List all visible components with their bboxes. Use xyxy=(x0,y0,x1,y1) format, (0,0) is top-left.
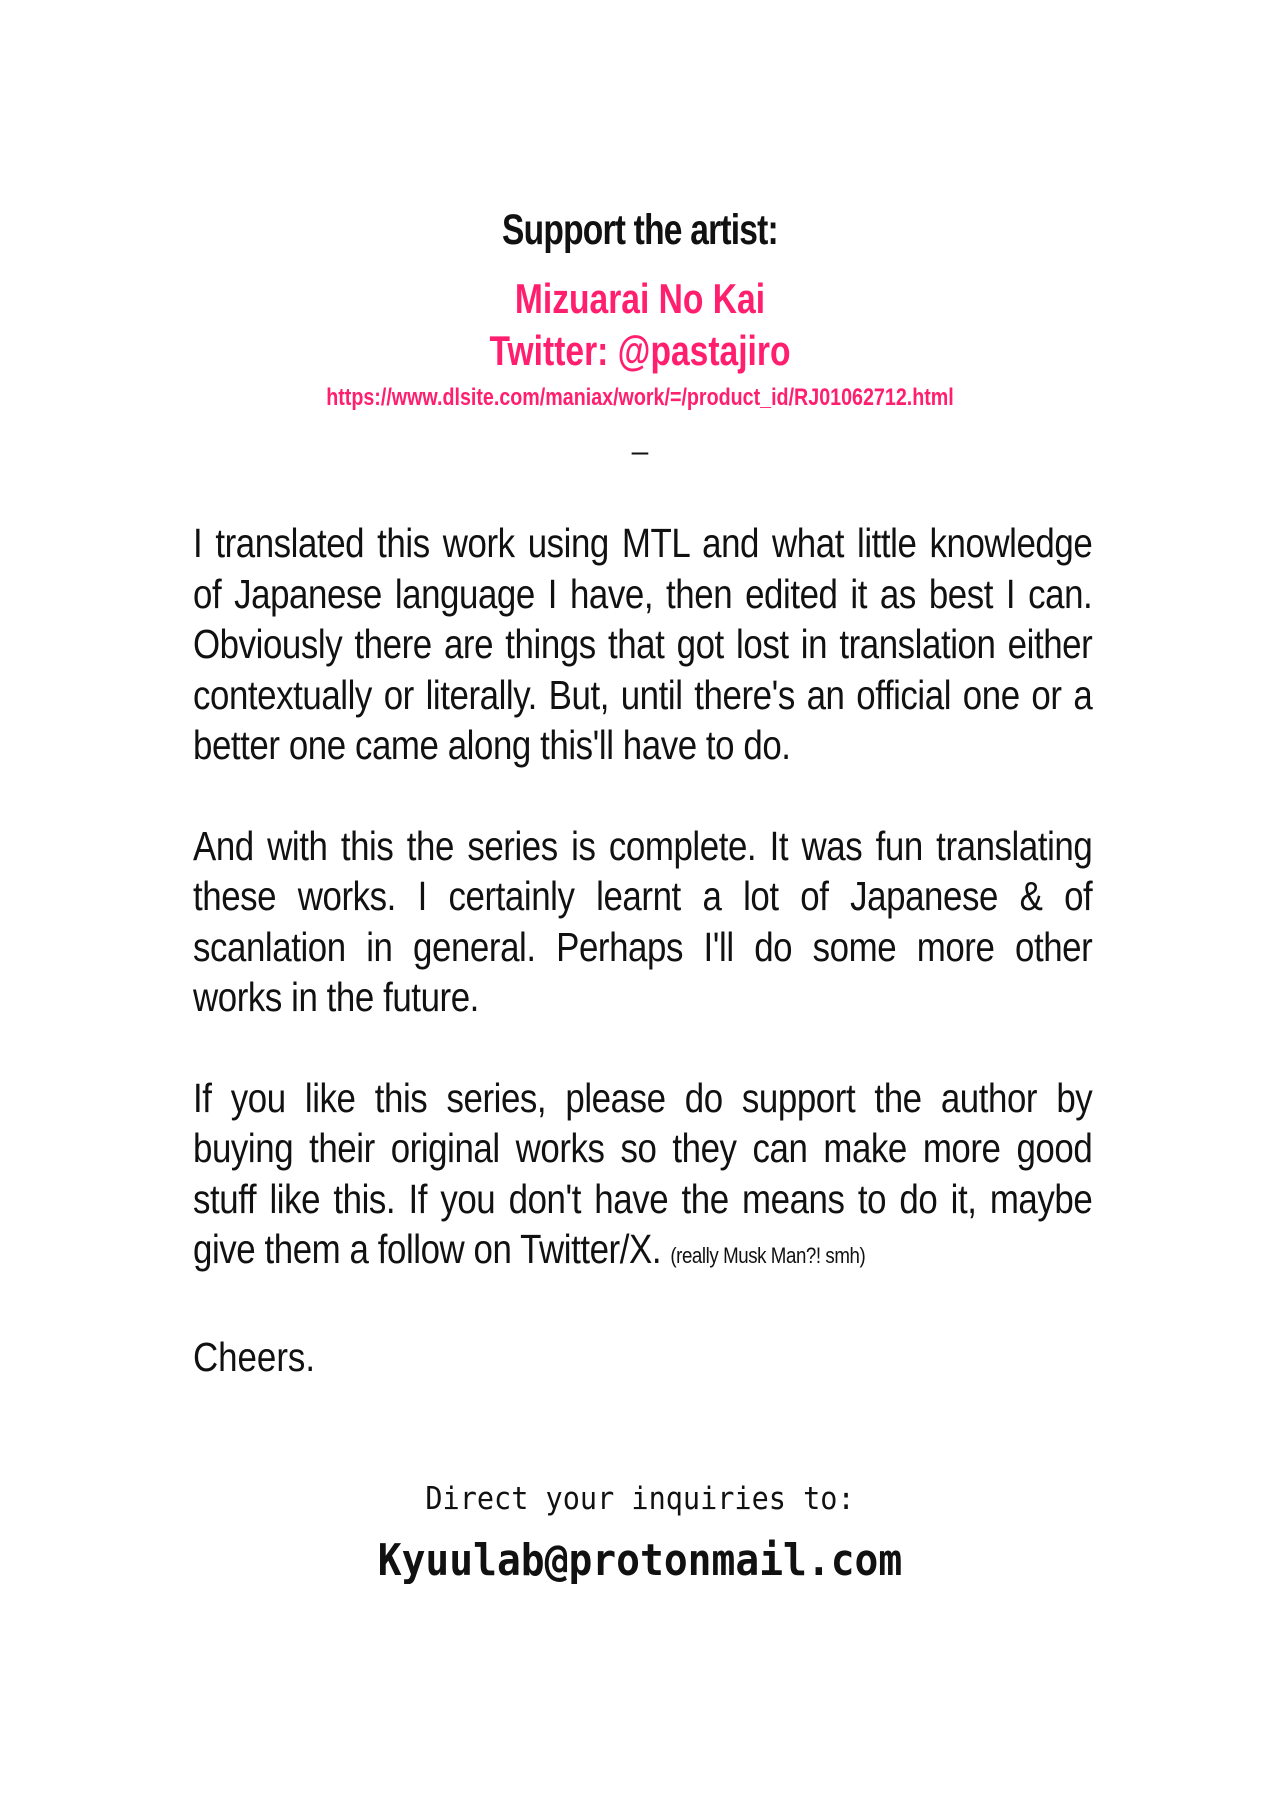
translator-notes xyxy=(193,518,1093,1382)
contact-section xyxy=(0,1478,1280,1588)
notes-paragraph-series-complete: And with this the series is complete. It was fun translating these works. I certainly learnt a lot of Japanese & of scanlation in general. Perhaps I'll do some more other works in the future. xyxy=(193,822,1093,1020)
support-aside: (really Musk Man?! smh) xyxy=(670,1243,866,1268)
artist-credits xyxy=(0,205,1280,469)
artist-store-url: https://www.dlsite.com/maniax/work/=/product_id/RJ01062712.html xyxy=(326,384,954,411)
support-title: Support the artist: xyxy=(502,206,778,254)
contact-label: Direct your inquiries to: xyxy=(425,1481,855,1517)
contact-email: Kyuulab@protonmail.com xyxy=(377,1535,903,1586)
artist-twitter-handle: Twitter: @pastajiro xyxy=(489,327,791,374)
artist-name: Mizuarai No Kai xyxy=(514,275,766,322)
closing-text: Cheers. xyxy=(193,1333,316,1380)
notes-paragraph-translation: I translated this work using MTL and what little knowledge of Japanese language I have, then edited it as best I can. Obviously there are things that got lost in translation either contextually or literally. But, until there's an official one or a better one came along this'll have to do. xyxy=(193,520,1093,768)
section-divider: – xyxy=(631,435,649,468)
notes-paragraph-support xyxy=(193,1073,1092,1282)
support-text: If you like this series, please do support the author by buying their original works so they can make more good stuff like this. If you don't have the means to do it, maybe give them a follow on Twitter/X. xyxy=(193,1074,1093,1272)
